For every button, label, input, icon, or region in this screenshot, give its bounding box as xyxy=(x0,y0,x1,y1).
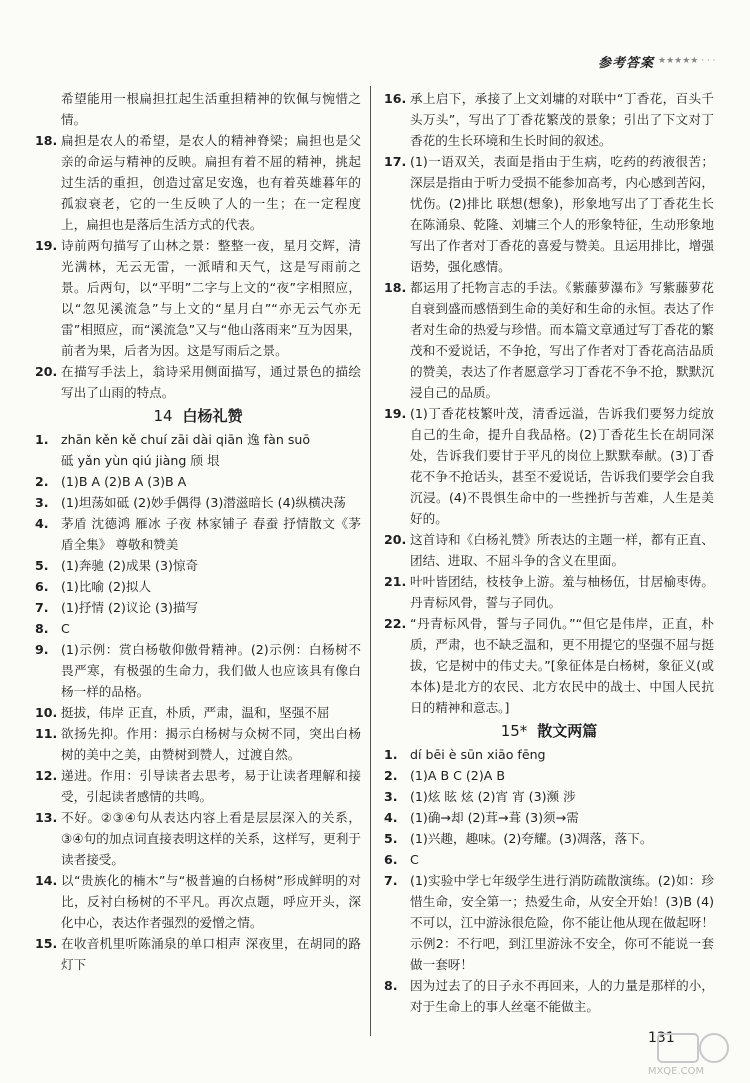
answer-text: (1)实验中学七年级学生进行消防疏散演练。(2)如：珍惜生命，安全第一；热爱生命，从安全开始！(3)B (4)不可以，江中游泳很危险，你不能让他从现在做起呀！示例2：不行吧，到江里游泳不安全，你可不能说一套做一套呀！ xyxy=(410,873,714,972)
answer-text: (1)炫 眩 炫 (2)宵 宵 (3)濒 涉 xyxy=(410,789,576,804)
answer-text: (1)一语双关，表面是指由于生病，吃药的药液很苦；深层是指由于听力受损不能参加高考，内心感到苦闷，忧伤。(2)排比 联想(想象)，形象地写出了丁香花生长在陈涌泉、乾隆、刘墉三个人的形象特征，生动形象地写出了作者对丁香花的喜爱与赞美。且运用排比，增强语势，强化感情。 xyxy=(410,154,714,274)
answer-item xyxy=(35,765,361,807)
answer-item xyxy=(384,277,714,403)
answer-number: 7. xyxy=(384,873,398,888)
answer-item xyxy=(35,130,361,235)
answer-item xyxy=(35,471,361,492)
pinyin-line: zhān kěn kě chuí zāi dài qiān 逸 fàn suō xyxy=(61,432,311,447)
answer-text: C xyxy=(61,621,70,636)
answer-item xyxy=(384,529,714,571)
answer-item xyxy=(35,555,361,576)
answer-text: 不好。②③④句从表达内容上看是层层深入的关系，③④句的加点词直接表明这样的关系，这样写，更利于读者接受。 xyxy=(61,810,361,867)
answer-number: 21. xyxy=(384,574,407,589)
answer-number: 10. xyxy=(35,705,58,720)
answer-item xyxy=(35,702,361,723)
answer-item xyxy=(384,849,714,870)
answer-text: 在收音机里听陈涌泉的单口相声 深夜里，在胡同的路灯下 xyxy=(61,936,361,972)
answer-number: 11. xyxy=(35,726,58,741)
answer-item xyxy=(35,361,361,403)
answer-text: (1)抒情 (2)议论 (3)描写 xyxy=(61,600,199,615)
answer-text: 挺拔，伟岸 正直，朴质，严肃，温和，坚强不屈 xyxy=(61,705,330,720)
answer-text: 递进。作用：引导读者去思考，易于让读者理解和接受，引起读者感情的共鸣。 xyxy=(61,768,361,804)
answer-text: 这首诗和《白杨礼赞》所表达的主题一样，都有正直、团结、进取、不屈斗争的含义在里面。 xyxy=(410,532,714,568)
answer-item xyxy=(384,88,714,151)
answer-number: 9. xyxy=(35,642,49,657)
pinyin-line: 砥 yǎn yùn qiú jiàng 颀 垠 xyxy=(61,453,220,468)
answer-number: 18. xyxy=(35,133,58,148)
answer-number: 20. xyxy=(35,364,58,379)
answer-item xyxy=(384,975,714,1017)
answer-item xyxy=(384,744,714,765)
answer-number: 16. xyxy=(384,91,407,106)
answer-number: 8. xyxy=(384,978,398,993)
answer-item xyxy=(35,807,361,870)
answer-number: 18. xyxy=(384,280,407,295)
continued-answer: 希望能用一根扁担扛起生活重担精神的钦佩与惋惜之情。 xyxy=(61,91,361,127)
stars-decoration-icon: ★★★★★ · · · xyxy=(658,56,716,66)
answer-text: (1)奔驰 (2)成果 (3)惊奇 xyxy=(61,558,199,573)
answer-number: 4. xyxy=(384,810,398,825)
section-number: 14 xyxy=(153,407,173,425)
site-logo-icon xyxy=(618,1030,736,1078)
answer-item xyxy=(35,492,361,513)
answer-text: 因为过去了的日子永不再回来，人的力量是那样的小，对于生命上的事人丝毫不能做主。 xyxy=(410,978,714,1014)
answer-number: 2. xyxy=(35,474,49,489)
answer-text: (1)确→却 (2)茸→葺 (3)须→需 xyxy=(410,810,579,825)
svg-text:MXQE.COM: MXQE.COM xyxy=(647,1066,705,1077)
answer-item xyxy=(384,571,714,613)
page-number: 131 xyxy=(648,1030,675,1046)
answer-item xyxy=(384,403,714,529)
answer-item xyxy=(35,513,361,555)
answer-number: 7. xyxy=(35,600,49,615)
section-heading xyxy=(384,721,714,742)
answer-item xyxy=(384,828,714,849)
answer-number: 5. xyxy=(384,831,398,846)
answer-number: 1. xyxy=(35,432,49,447)
answer-number: 20. xyxy=(384,532,407,547)
section-title: 白杨礼赞 xyxy=(182,407,243,425)
answer-text: (1)坦荡如砥 (2)妙手偶得 (3)潜滋暗长 (4)纵横决荡 xyxy=(61,495,346,510)
answer-number: 4. xyxy=(35,516,49,531)
right-column xyxy=(384,88,714,1017)
answer-item xyxy=(384,807,714,828)
section-title: 散文两篇 xyxy=(537,722,598,740)
answer-number: 3. xyxy=(384,789,398,804)
column-divider xyxy=(370,86,371,1036)
answer-number: 12. xyxy=(35,768,58,783)
answer-item xyxy=(384,786,714,807)
answer-text: 茅盾 沈德鸿 雁冰 子夜 林家铺子 春蚕 抒情散文《茅盾全集》 尊敬和赞美 xyxy=(61,516,361,552)
page-header xyxy=(598,52,718,71)
answer-text: C xyxy=(410,852,419,867)
answer-item xyxy=(35,639,361,702)
answer-number: 14. xyxy=(35,873,58,888)
answer-text: (1)比喻 (2)拟人 xyxy=(61,579,152,594)
answer-number: 5. xyxy=(35,558,49,573)
header-title: 参考答案 xyxy=(597,56,654,71)
answer-text: (1)B A (2)B A (3)B A xyxy=(61,474,187,489)
answer-item xyxy=(35,933,361,975)
answer-text: 承上启下，承接了上文刘墉的对联中“丁香花，百头千头万头”，写出了丁香花繁茂的景象；引出了下文对丁香花的生长环境和生长时间的叙述。 xyxy=(410,91,714,148)
answer-number: 1. xyxy=(384,747,398,762)
answer-number: 6. xyxy=(35,579,49,594)
answer-item xyxy=(35,576,361,597)
section-heading xyxy=(35,406,361,427)
answer-text: “丹青标风骨，誓与子同仇。”“但它是伟岸，正直，朴质，严肃，也不缺乏温和，更不用提它的坚强不屈与挺拔，它是树中的伟丈夫。”[象征体是白杨树，象征义(或本体)是北方的农民、北方农民中的战士、中国人民抗日的精神和意志。] xyxy=(410,616,714,715)
answer-number: 19. xyxy=(35,238,58,253)
answer-item xyxy=(35,870,361,933)
answer-text: 在描写手法上，翁诗采用侧面描写，通过景色的描绘写出了山雨的特点。 xyxy=(61,364,361,400)
answer-text: 都运用了托物言志的手法。《紫藤萝瀑布》写紫藤萝花自衰到盛而感悟到生命的美好和生命的永恒。表达了作者对生命的热爱与珍惜。而本篇文章通过写丁香花的繁茂和不爱说话，不争抢，写出了作者对丁香花高洁品质的赞美，表达了作者愿意学习丁香花不争不抢，默默沉浸自己的品质。 xyxy=(410,280,714,400)
answer-text: (1)A B C (2)A B xyxy=(410,768,505,783)
answer-text: 叶叶皆团结，枝枝争上游。羞与柚杨伍，甘居榆枣俦。丹青标风骨，誓与子同仇。 xyxy=(410,574,714,610)
answer-number: 6. xyxy=(384,852,398,867)
answer-number: 15. xyxy=(35,936,58,951)
answer-item xyxy=(384,613,714,718)
answer-number: 13. xyxy=(35,810,58,825)
answer-item xyxy=(384,870,714,975)
answer-number: 8. xyxy=(35,621,49,636)
answer-text: 扁担是农人的希望，是农人的精神脊梁；扁担也是父亲的命运与精神的反映。扁担有着不屈的精神，挑起过生活的重担，创造过富足安逸，也有着英雄暮年的孤寂衰老，它的一生反映了人的一生；在一定程度上，扁担也是落后生活方式的代表。 xyxy=(61,133,361,232)
answer-item xyxy=(35,235,361,361)
answer-item xyxy=(35,618,361,639)
answer-item xyxy=(384,151,714,277)
answer-number: 22. xyxy=(384,616,407,631)
answer-text: (1)丁香花枝繁叶茂，清香远溢，告诉我们要努力绽放自己的生命，提升自我品格。(2)丁香花生长在胡同深处，告诉我们要甘于平凡的岗位上默默奉献。(3)丁香花不争不抢话头，甚至不爱说话，告诉我们要学会自我沉浸。(4)不畏惧生命中的一些挫折与苦难，人生是美好的。 xyxy=(410,406,714,526)
answer-text: dí bēi è sūn xiāo fēng xyxy=(410,747,546,762)
answer-text: 诗前两句描写了山林之景：整整一夜，星月交辉，清光满林，无云无雷，一派晴和天气，这是写雨前之景。后两句，以“平明”二字与上文的“夜”字相照应，以“忽见溪流急”与上文的“星月白”“亦无云气亦无雷”相照应，而“溪流急”又与“他山落雨来”互为因果，前者为果，后者为因。这是写雨后之景。 xyxy=(61,238,361,358)
answer-number: 17. xyxy=(384,154,407,169)
left-column xyxy=(35,88,361,975)
answer-text: 欲扬先抑。作用：揭示白杨树与众树不同，突出白杨树的美中之美，由赞树到赞人，过渡自然。 xyxy=(61,726,361,762)
answer-item xyxy=(384,765,714,786)
answer-item xyxy=(35,429,361,471)
answer-item xyxy=(35,597,361,618)
answer-number: 3. xyxy=(35,495,49,510)
section-number: 15* xyxy=(500,722,528,740)
answer-number: 2. xyxy=(384,768,398,783)
answer-text: (1)兴趣，趣味。(2)夸耀。(3)凋落，落下。 xyxy=(410,831,653,846)
answer-text: 以“贵族化的楠木”与“极普遍的白杨树”形成鲜明的对比，反衬白杨树的不平凡。再次点题，呼应开头，深化中心，表达作者强烈的爱憎之情。 xyxy=(61,873,361,930)
answer-item xyxy=(35,723,361,765)
answer-text: (1)示例：赏白杨敬仰傲骨精神。(2)示例：白杨树不畏严寒，有极强的生命力，我们做人也应该具有像白杨一样的品格。 xyxy=(61,642,361,699)
answer-number: 19. xyxy=(384,406,407,421)
